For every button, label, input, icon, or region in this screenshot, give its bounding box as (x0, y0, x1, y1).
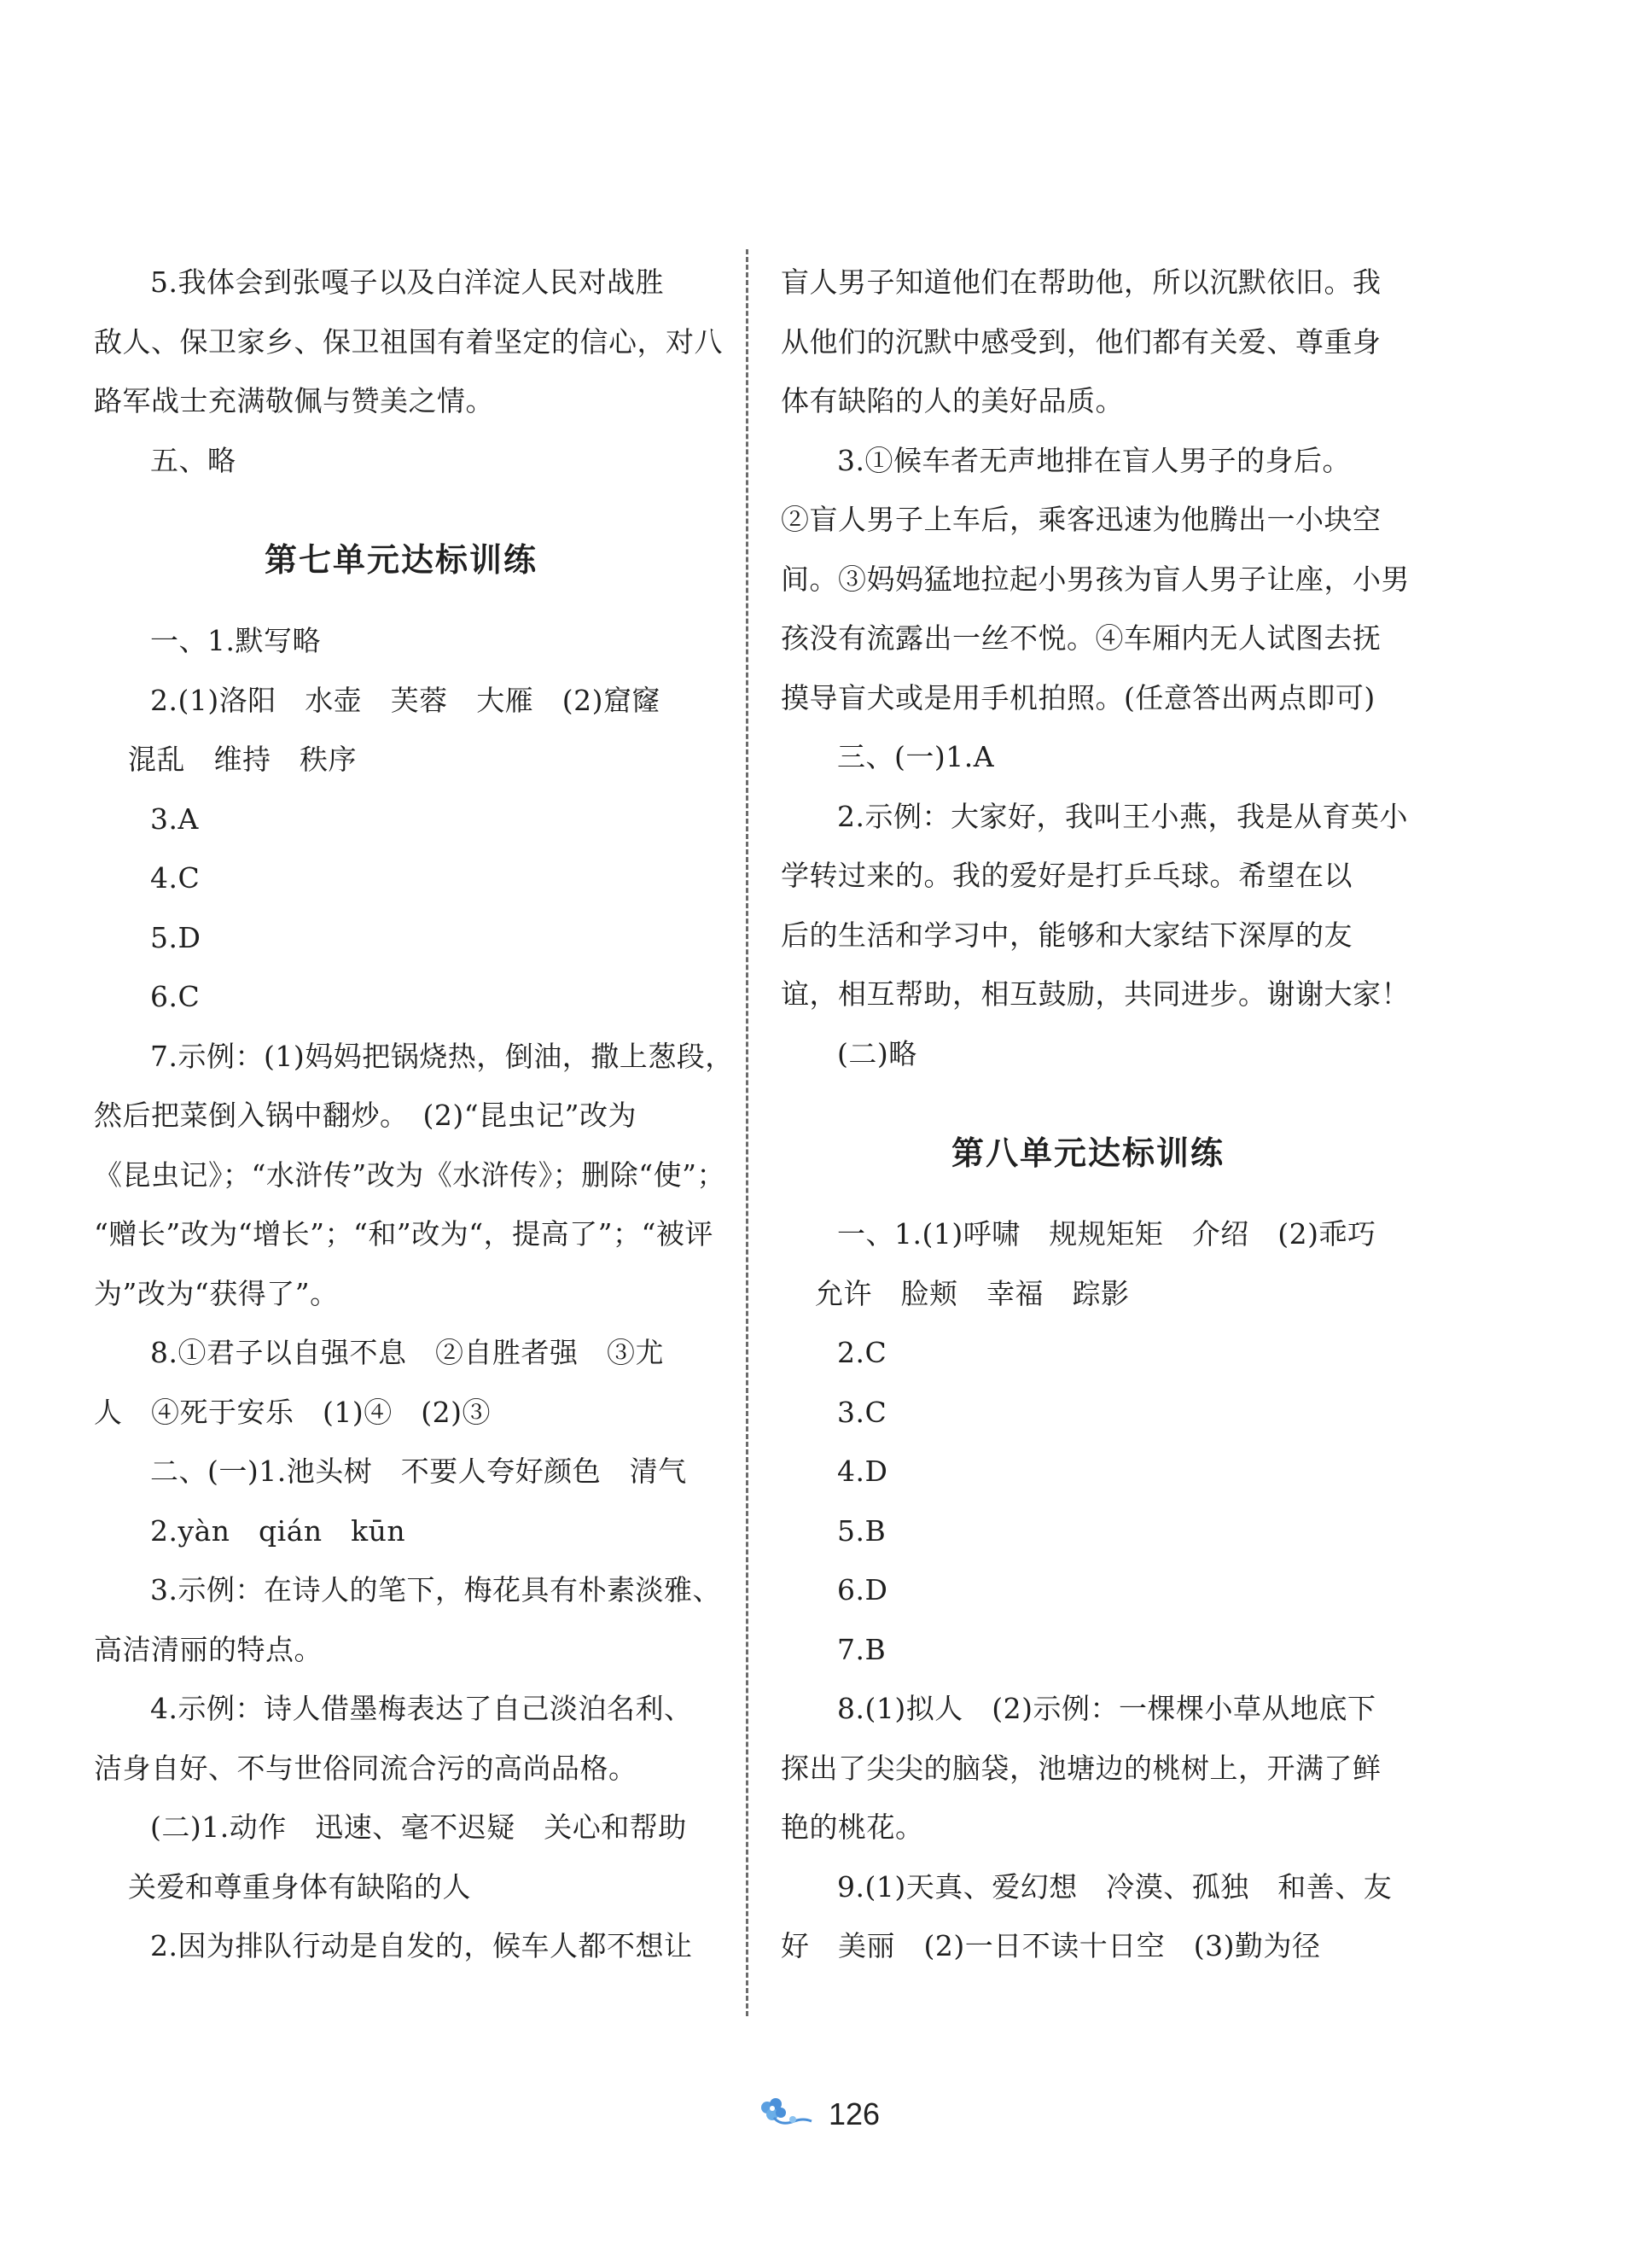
text-line: 好 美丽 (2)一日不读十日空 (3)勤为径 (781, 1929, 1321, 1962)
text-line: 为”改为“获得了”。 (94, 1276, 339, 1310)
text-line: 7.B (837, 1632, 887, 1666)
right-column (781, 253, 1410, 1976)
text-line: 8.①君子以自强不息 ②自胜者强 ③尤 (150, 1336, 664, 1369)
text-line: 谊，相互帮助，相互鼓励，共同进步。谢谢大家！ (781, 977, 1410, 1011)
text-line: 间。③妈妈猛地拉起小男孩为盲人男子让座，小男 (781, 562, 1410, 596)
text-line: ②盲人男子上车后，乘客迅速为他腾出一小块空 (781, 503, 1382, 536)
text-line: 8.(1)拟人 (2)示例：一棵棵小草从地底下 (837, 1692, 1376, 1725)
text-line: 艳的桃花。 (781, 1810, 924, 1844)
page-footer (0, 2096, 1635, 2133)
text-line: 4.D (837, 1455, 888, 1488)
text-line: (二)1.动作 迅速、毫不迟疑 关心和帮助 (150, 1810, 687, 1844)
text-line: 2.因为排队行动是自发的，候车人都不想让 (150, 1929, 693, 1962)
text-line: 人 ④死于安乐 (1)④ (2)③ (94, 1395, 491, 1429)
text-line: 学转过来的。我的爱好是打乒乓球。希望在以 (781, 859, 1353, 892)
text-line: 3.C (837, 1395, 887, 1429)
flower-icon (755, 2096, 815, 2133)
text-line: 混乱 维持 秩序 (128, 743, 357, 776)
section-title-unit-7: 第七单元达标训练 (264, 541, 538, 579)
text-line: 9.(1)天真、爱幻想 冷漠、孤独 和善、友 (837, 1869, 1393, 1904)
text-line: 5.D (150, 920, 201, 954)
text-line: 关爱和尊重身体有缺陷的人 (128, 1869, 471, 1904)
section-title-unit-8: 第八单元达标训练 (951, 1134, 1225, 1172)
text-line: 4.示例：诗人借墨梅表达了自己淡泊名利、 (150, 1692, 693, 1725)
text-line: 3.①候车者无声地排在盲人男子的身后。 (837, 443, 1351, 477)
text-line: 2.示例：大家好，我叫王小燕，我是从育英小 (837, 799, 1408, 833)
text-line: 探出了尖尖的脑袋，池塘边的桃树上，开满了鲜 (781, 1751, 1382, 1785)
text-line: 5.我体会到张嘎子以及白洋淀人民对战胜 (150, 265, 664, 299)
text-line: 体有缺陷的人的美好品质。 (781, 384, 1124, 417)
left-column (94, 253, 734, 1976)
text-line: 摸导盲犬或是用手机拍照。(任意答出两点即可) (781, 680, 1376, 714)
text-line: 三、(一)1.A (837, 740, 995, 773)
text-line: 2.(1)洛阳 水壶 芙蓉 大雁 (2)窟窿 (150, 683, 660, 717)
text-line: 2.C (837, 1336, 887, 1369)
text-line: 孩没有流露出一丝不悦。④车厢内无人试图去抚 (781, 621, 1382, 655)
text-line: 五、略 (150, 443, 236, 477)
text-line: 3.示例：在诗人的笔下，梅花具有朴素淡雅、 (150, 1573, 721, 1606)
text-line: 7.示例：(1)妈妈把锅烧热，倒油，撒上葱段， (150, 1039, 734, 1073)
column-divider (746, 249, 748, 2016)
text-line: 2.yàn qián kūn (150, 1513, 406, 1548)
text-line: 敌人、保卫家乡、保卫祖国有着坚定的信心，对八 (94, 324, 723, 359)
text-line: 然后把菜倒入锅中翻炒。 (2)“昆虫记”改为 (94, 1099, 637, 1132)
text-line: 5.B (837, 1513, 887, 1548)
text-line: 洁身自好、不与世俗同流合污的高尚品格。 (94, 1751, 637, 1785)
text-line: 6.D (837, 1573, 888, 1606)
text-line: 3.A (150, 802, 199, 836)
text-line: 盲人男子知道他们在帮助他，所以沉默依旧。我 (781, 265, 1382, 299)
text-line: 高洁清丽的特点。 (94, 1632, 323, 1666)
text-line: 从他们的沉默中感受到，他们都有关爱、尊重身 (781, 324, 1382, 359)
text-line: 二、(一)1.池头树 不要人夸好颜色 清气 (150, 1455, 687, 1488)
text-line: “赠长”改为“增长”；“和”改为“，提高了”；“被评 (94, 1217, 713, 1251)
text-line: 一、1.(1)呼啸 规规矩矩 介绍 (2)乖巧 (837, 1217, 1376, 1251)
text-line: 允许 脸颊 幸福 踪影 (815, 1276, 1130, 1310)
text-line: 后的生活和学习中，能够和大家结下深厚的友 (781, 918, 1353, 952)
text-line: 4.C (150, 861, 201, 895)
page-number: 126 (828, 2096, 881, 2131)
text-line: (二)略 (837, 1036, 917, 1070)
text-line: 《昆虫记》；“水浒传”改为《水浒传》；删除“使”； (94, 1157, 725, 1192)
text-line: 一、1.默写略 (150, 624, 321, 657)
text-line: 6.C (150, 980, 201, 1013)
text-line: 路军战士充满敬佩与赞美之情。 (94, 384, 494, 417)
